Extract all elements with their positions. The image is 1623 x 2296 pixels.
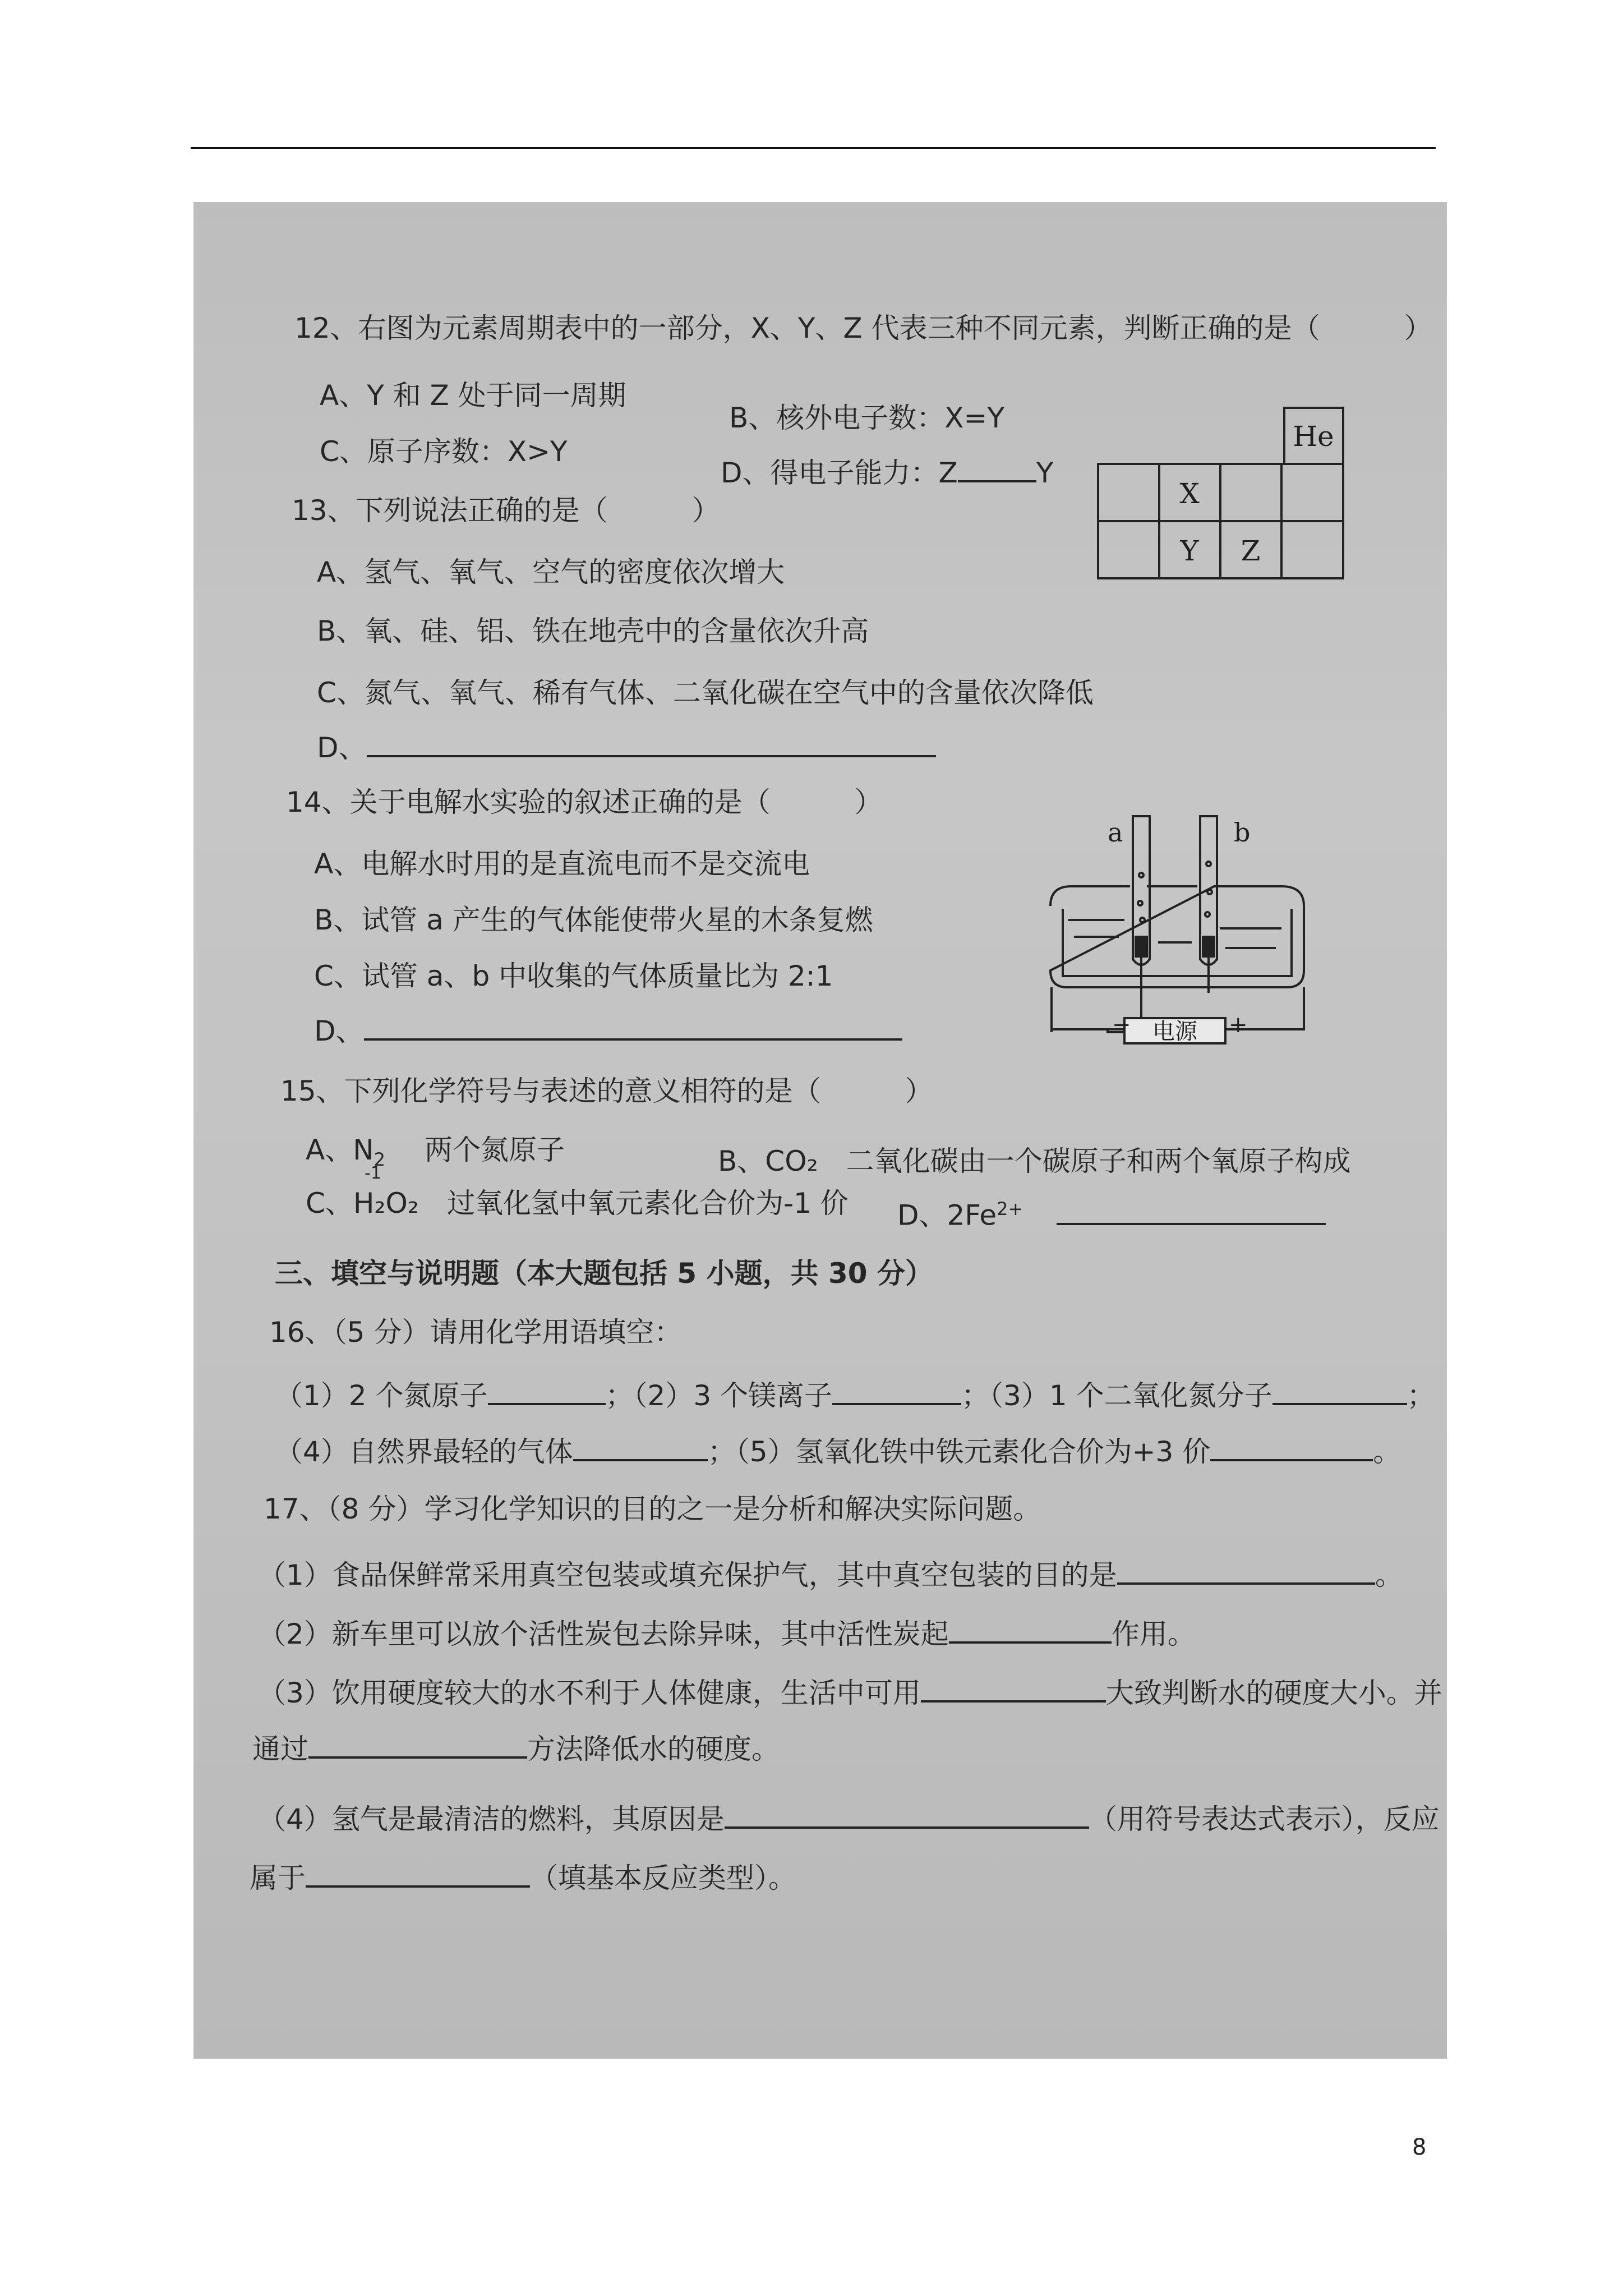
electrolysis-apparatus xyxy=(1040,808,1315,1055)
q17-row-3 xyxy=(258,1674,1442,1710)
q16-row-1 xyxy=(275,1377,1435,1412)
periodic-table-fragment xyxy=(1094,407,1346,586)
q17-part-4a: （4）氢气是最清洁的燃料，其原因是 xyxy=(258,1803,725,1835)
section-3-heading: 三、填空与说明题（本大题包括 5 小题，共 30 分） xyxy=(275,1257,933,1290)
q14-option-c: C、试管 a、b 中收集的气体质量比为 2:1 xyxy=(314,960,833,992)
q12-option-c: C、原子序数：X>Y xyxy=(320,435,568,468)
q12-d-prefix: D、得电子能力：Z xyxy=(721,457,958,489)
q16-blank-3[interactable] xyxy=(1272,1377,1407,1405)
q17-blank-6[interactable] xyxy=(306,1860,530,1888)
q15-d-formula: D、2Fe xyxy=(897,1199,997,1232)
q15-option-c xyxy=(306,1186,849,1220)
q15-option-d xyxy=(897,1192,1326,1232)
tube-b-label: b xyxy=(1234,817,1251,848)
q17-row-6 xyxy=(250,1860,796,1895)
q13-d-blank[interactable] xyxy=(367,729,936,757)
q15-stem: 15、下列化学符号与表述的意义相符的是（ ） xyxy=(280,1075,933,1107)
q17-stem: 17、（8 分）学习化学知识的目的之一是分析和解决实际问题。 xyxy=(264,1493,1041,1525)
q16-part-4: （4）自然界最轻的气体 xyxy=(275,1435,573,1468)
q13-d-label: D、 xyxy=(317,731,367,764)
q14-d-label: D、 xyxy=(314,1015,364,1047)
q15-d-blank[interactable] xyxy=(1057,1197,1326,1225)
q12-d-suffix: Y xyxy=(1036,457,1054,489)
q17-blank-1[interactable] xyxy=(1117,1557,1375,1585)
q15-d-superscript: 2+ xyxy=(997,1198,1023,1220)
q16-part-5: ；（5）氢氧化铁中铁元素化合价为+3 价 xyxy=(707,1435,1211,1468)
q17-blank-5[interactable] xyxy=(725,1801,1089,1829)
power-source-label: 电源 xyxy=(1152,1019,1197,1045)
q14-option-d xyxy=(314,1013,902,1048)
minus-terminal: − xyxy=(1112,1012,1131,1038)
q16-semicolon: ； xyxy=(1407,1379,1435,1412)
q12-d-blank[interactable] xyxy=(958,454,1036,482)
q12-stem: 12、右图为元素周期表中的一部分，X、Y、Z 代表三种不同元素，判断正确的是（ ） xyxy=(294,312,1432,344)
q16-stem: 16、（5 分）请用化学用语填空： xyxy=(269,1316,683,1349)
q15-a-desc: 两个氮原子 xyxy=(424,1134,565,1166)
q17-part-3b: 大致判断水的硬度大小。并 xyxy=(1105,1677,1442,1709)
q14-d-blank[interactable] xyxy=(364,1013,902,1041)
q12-option-b: B、核外电子数：X=Y xyxy=(729,402,1004,434)
plus-terminal: + xyxy=(1229,1012,1248,1038)
q16-part-2: ；（2）3 个镁离子 xyxy=(605,1379,833,1412)
q17-part-4c: 属于 xyxy=(250,1862,306,1894)
q17-part-3a: （3）饮用硬度较大的水不利于人体健康，生活中可用 xyxy=(258,1677,921,1709)
q17-row-2 xyxy=(258,1616,1196,1651)
q16-part-1: （1）2 个氮原子 xyxy=(275,1379,488,1412)
q15-a-subscript: 2 xyxy=(374,1149,385,1170)
x-cell: X xyxy=(1179,477,1200,510)
page-number: 8 xyxy=(1412,2134,1427,2160)
q16-period: 。 xyxy=(1373,1435,1401,1468)
q17-part-2b: 作用。 xyxy=(1111,1618,1196,1650)
q17-row-1 xyxy=(258,1557,1403,1592)
q16-blank-4[interactable] xyxy=(573,1433,708,1461)
q14-option-a: A、电解水时用的是直流电而不是交流电 xyxy=(314,848,810,880)
q17-part-4b: （用符号表达式表示），反应 xyxy=(1089,1803,1440,1835)
q15-c-valence-mark: -1 xyxy=(365,1163,381,1183)
q17-part-2a: （2）新车里可以放个活性炭包去除异味，其中活性炭起 xyxy=(258,1618,949,1650)
q15-option-a xyxy=(306,1133,565,1176)
q17-part-3d: 方法降低水的硬度。 xyxy=(527,1733,780,1765)
q17-part-1: （1）食品保鲜常采用真空包装或填充保护气，其中真空包装的目的是 xyxy=(258,1559,1117,1591)
q17-blank-4[interactable] xyxy=(308,1731,527,1759)
q16-blank-1[interactable] xyxy=(488,1377,606,1405)
q13-option-d xyxy=(317,729,936,765)
q14-stem: 14、关于电解水实验的叙述正确的是（ ） xyxy=(286,786,883,818)
q14-option-b: B、试管 a 产生的气体能使带火星的木条复燃 xyxy=(314,904,873,936)
q15-c-desc: 过氧化氢中氧元素化合价为-1 价 xyxy=(446,1187,849,1220)
q16-blank-5[interactable] xyxy=(1210,1433,1373,1461)
q15-c-formula: C、H₂O₂ xyxy=(306,1187,419,1220)
q12-option-a: A、Y 和 Z 处于同一周期 xyxy=(320,379,626,412)
tube-a-label: a xyxy=(1108,817,1123,848)
q16-part-3: ；（3）1 个二氧化氮分子 xyxy=(961,1379,1272,1412)
q17-period: 。 xyxy=(1375,1559,1403,1591)
q16-blank-2[interactable] xyxy=(832,1377,961,1405)
q13-option-c: C、氮气、氧气、稀有气体、二氧化碳在空气中的含量依次降低 xyxy=(317,677,1094,709)
q17-blank-3[interactable] xyxy=(921,1674,1106,1703)
q12-option-d xyxy=(721,454,1053,490)
q15-a-formula: A、N xyxy=(306,1134,374,1166)
q17-row-4 xyxy=(252,1731,780,1766)
q17-part-3c: 通过 xyxy=(252,1733,308,1765)
q13-option-b: B、氧、硅、铝、铁在地壳中的含量依次升高 xyxy=(317,615,869,647)
q13-stem: 13、下列说法正确的是（ ） xyxy=(292,494,720,527)
q16-row-2 xyxy=(275,1433,1401,1469)
y-cell: Y xyxy=(1180,535,1199,567)
q17-row-5 xyxy=(258,1801,1440,1836)
q13-option-a: A、氢气、氧气、空气的密度依次增大 xyxy=(317,556,785,588)
z-cell: Z xyxy=(1241,535,1261,567)
he-cell: He xyxy=(1293,420,1334,453)
q15-option-b: B、CO₂ 二氧化碳由一个碳原子和两个氧原子构成 xyxy=(718,1145,1351,1177)
q17-blank-2[interactable] xyxy=(949,1616,1112,1644)
header-rule xyxy=(191,147,1436,149)
q17-part-4d: （填基本反应类型）。 xyxy=(530,1862,796,1894)
